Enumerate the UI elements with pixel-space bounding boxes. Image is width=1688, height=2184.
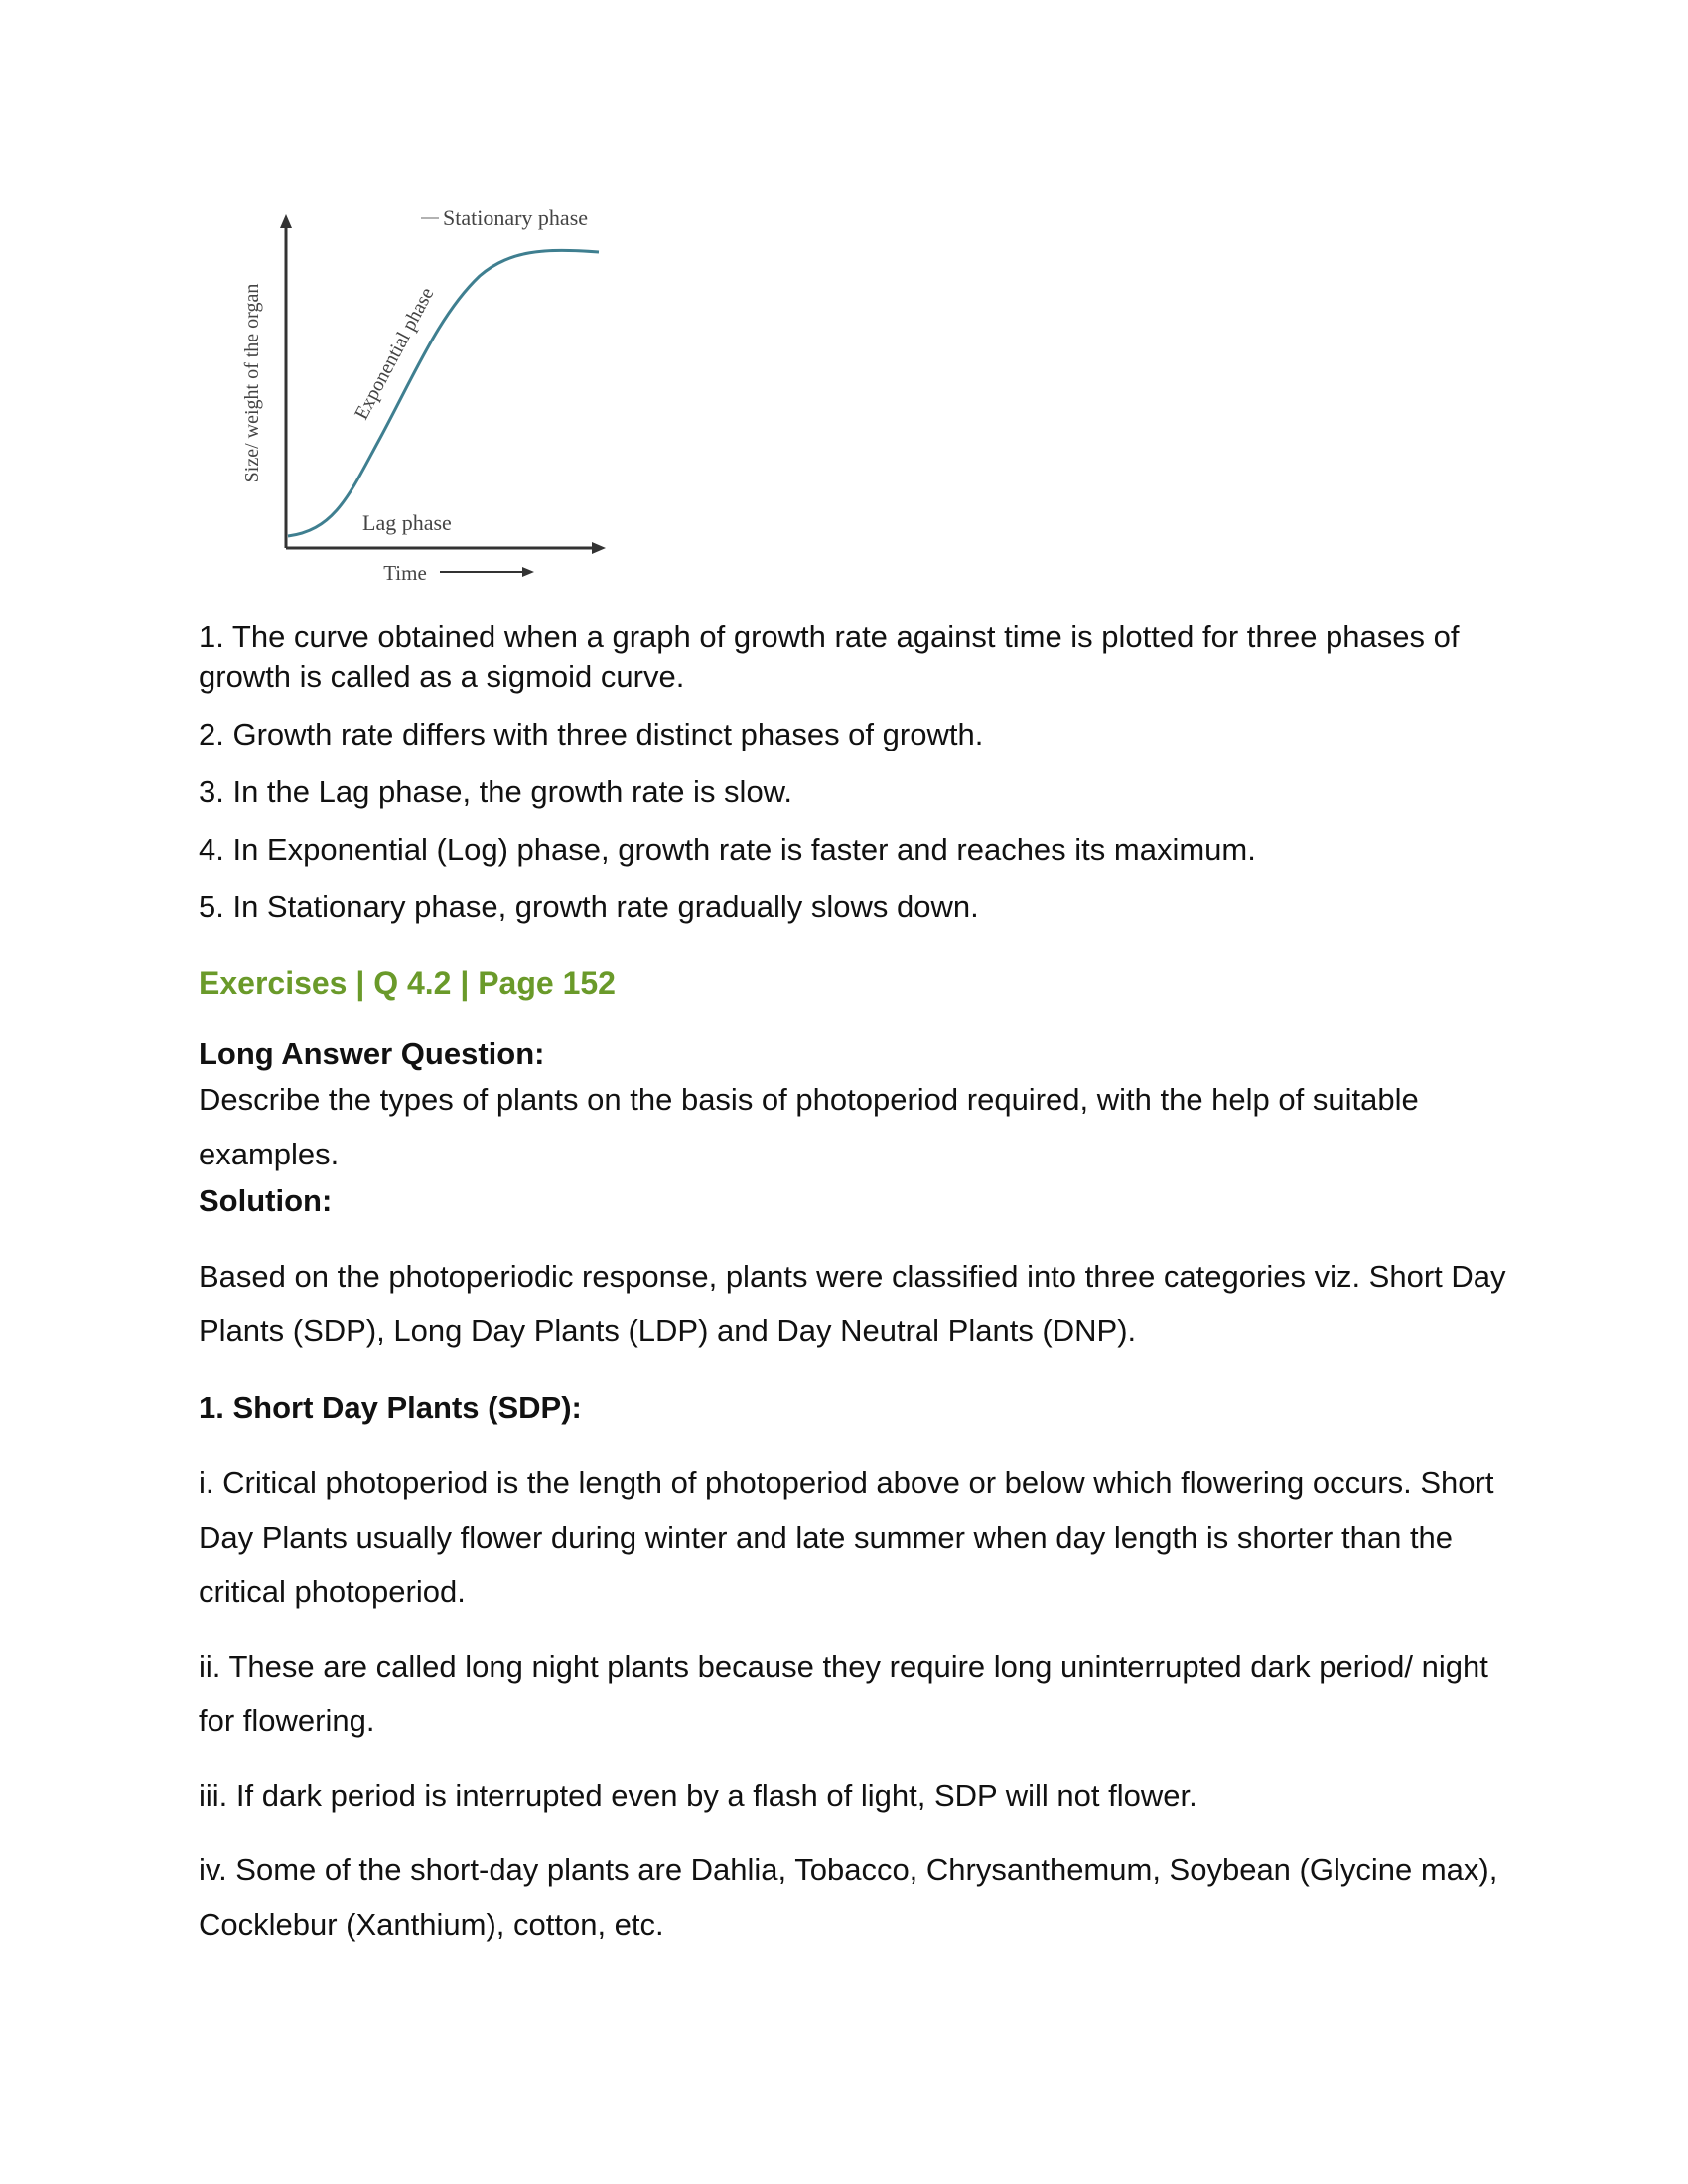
exercise-reference: Exercises | Q 4.2 | Page 152 <box>199 965 616 1001</box>
x-axis-arrow <box>592 542 606 554</box>
solution-intro: Based on the photoperiodic response, plants were classified into three categories viz. Short Day Plants (SDP), Long Day Plants (LDP) and Day Neutral Plants (DNP). <box>199 1259 1506 1348</box>
solution-label: Solution: <box>199 1183 333 1218</box>
exponential-phase-label: Exponential phase <box>350 284 439 424</box>
sigmoid-curve <box>288 250 599 536</box>
sdp-point-iii: iii. If dark period is interrupted even by a flash of light, SDP will not flower. <box>199 1778 1197 1813</box>
sdp-point-iv: iv. Some of the short-day plants are Dahlia, Tobacco, Chrysanthemum, Soybean (Glycine max), Cocklebur (Xanthium), cotton, etc. <box>199 1852 1498 1942</box>
sigmoid-growth-figure <box>226 195 663 592</box>
sdp-point-i: i. Critical photoperiod is the length of photoperiod above or below which flowering occurs. Short Day Plants usually flower during winter and late summer when day length is shorter than the critical photoperiod. <box>199 1465 1494 1609</box>
point-3: 3. In the Lag phase, the growth rate is slow. <box>199 774 792 809</box>
stationary-phase-label: Stationary phase <box>443 205 589 230</box>
lag-phase-label: Lag phase <box>362 510 452 535</box>
question-type-heading: Long Answer Question: <box>199 1036 545 1071</box>
document-body <box>199 617 1509 1952</box>
point-1: 1. The curve obtained when a graph of growth rate against time is plotted for three phases of growth is called as a sigmoid curve. <box>199 619 1460 694</box>
y-axis-label: Size/ weight of the organ <box>241 283 263 483</box>
point-5: 5. In Stationary phase, growth rate gradually slows down. <box>199 889 979 924</box>
x-axis-label: Time <box>383 561 427 585</box>
time-arrow-head <box>522 567 534 577</box>
sdp-heading: 1. Short Day Plants (SDP): <box>199 1390 582 1425</box>
point-2: 2. Growth rate differs with three distinct phases of growth. <box>199 717 984 751</box>
point-4: 4. In Exponential (Log) phase, growth rate is faster and reaches its maximum. <box>199 832 1256 867</box>
y-axis-arrow <box>280 214 292 228</box>
points-list <box>199 617 1509 927</box>
question-text: Describe the types of plants on the basis of photoperiod required, with the help of suitable examples. <box>199 1082 1419 1171</box>
sdp-point-ii: ii. These are called long night plants because they require long uninterrupted dark period/ night for flowering. <box>199 1649 1488 1738</box>
